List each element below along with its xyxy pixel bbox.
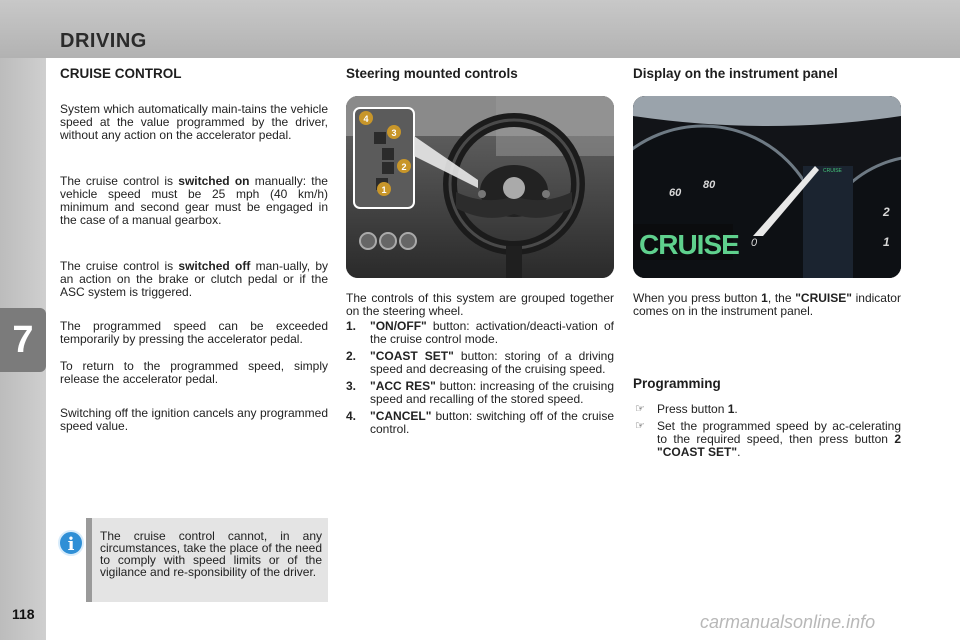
return-paragraph: To return to the programmed speed, simply release the accelerator pedal. (60, 359, 328, 386)
footer-watermark: carmanualsonline.info (700, 612, 876, 632)
figure-label-4: 4 (363, 114, 369, 124)
list-item: 3. "ACC RES" button: increasing of the cruising speed and recalling of the stored speed. (346, 379, 614, 406)
steering-wheel-illustration (346, 96, 614, 278)
instrument-panel-illustration (633, 96, 901, 278)
switched-on-paragraph: The cruise control is switched on manually: the vehicle speed must be 25 mph (40 km/h) minimum and second gear must be engaged in the case of a manual gearbox. (60, 174, 328, 227)
cruise-small-indicator: CRUISE (823, 168, 842, 174)
controls-list (346, 320, 614, 440)
speed-label-80: 80 (703, 179, 716, 191)
rpm-label-2: 2 (883, 205, 890, 219)
info-icon: i (58, 530, 84, 556)
chapter-number: 7 (12, 319, 34, 361)
pointing-hand-icon: ☞ (635, 420, 645, 432)
cruise-indicator: CRUISE (639, 229, 739, 260)
figure-label-2: 2 (401, 162, 407, 172)
list-item: 2. "COAST SET" button: storing of a driving speed and decreasing of the cruising speed. (346, 349, 614, 376)
steering-controls-heading: Steering mounted controls (346, 66, 518, 81)
list-item: 1. "ON/OFF" button: activation/deacti-vation of the cruise control mode. (346, 319, 614, 346)
info-text: The cruise control cannot, in any circumstances, take the place of the need to comply with speed limits or of the vigilance and re-sponsibility of the driver. (100, 529, 322, 579)
pointing-hand-icon: ☞ (635, 403, 645, 415)
header-bar (0, 0, 960, 58)
exceed-paragraph: The programmed speed can be exceeded temporarily by pressing the accelerator pedal. (60, 319, 328, 346)
list-item: ☞ Set the programmed speed by ac-celerating to the required speed, then press button 2 "COAST SET". (635, 419, 901, 459)
instrument-panel-photo (633, 96, 901, 278)
page-number: 118 (12, 606, 35, 622)
chapter-tab (0, 308, 46, 372)
programming-steps (633, 403, 901, 463)
display-paragraph: When you press button 1, the "CRUISE" indicator comes on in the instrument panel. (633, 291, 901, 318)
figure-label-1: 1 (381, 185, 387, 195)
instrument-display-heading: Display on the instrument panel (633, 66, 838, 81)
steering-wheel-photo (346, 96, 614, 278)
programming-heading: Programming (633, 376, 721, 391)
figure-label-3: 3 (391, 128, 397, 138)
rpm-label-0: 0 (751, 237, 758, 249)
rpm-label-1: 1 (883, 235, 890, 249)
list-item: ☞ Press button 1. (635, 402, 738, 416)
ignition-paragraph: Switching off the ignition cancels any programmed speed value. (60, 406, 328, 433)
cruise-control-heading: CRUISE CONTROL (60, 66, 182, 81)
section-title: DRIVING (60, 30, 147, 52)
controls-intro: The controls of this system are grouped together on the steering wheel. (346, 291, 614, 318)
switched-off-paragraph: The cruise control is switched off man-ually, by an action on the brake or clutch pedal or if the ASC system is triggered. (60, 259, 328, 299)
list-item: 4. "CANCEL" button: switching off of the cruise control. (346, 409, 614, 436)
intro-paragraph: System which automatically main-tains the vehicle speed at the value programmed by the driver, without any action on the accelerator pedal. (60, 102, 328, 142)
speed-label-60: 60 (669, 187, 682, 199)
